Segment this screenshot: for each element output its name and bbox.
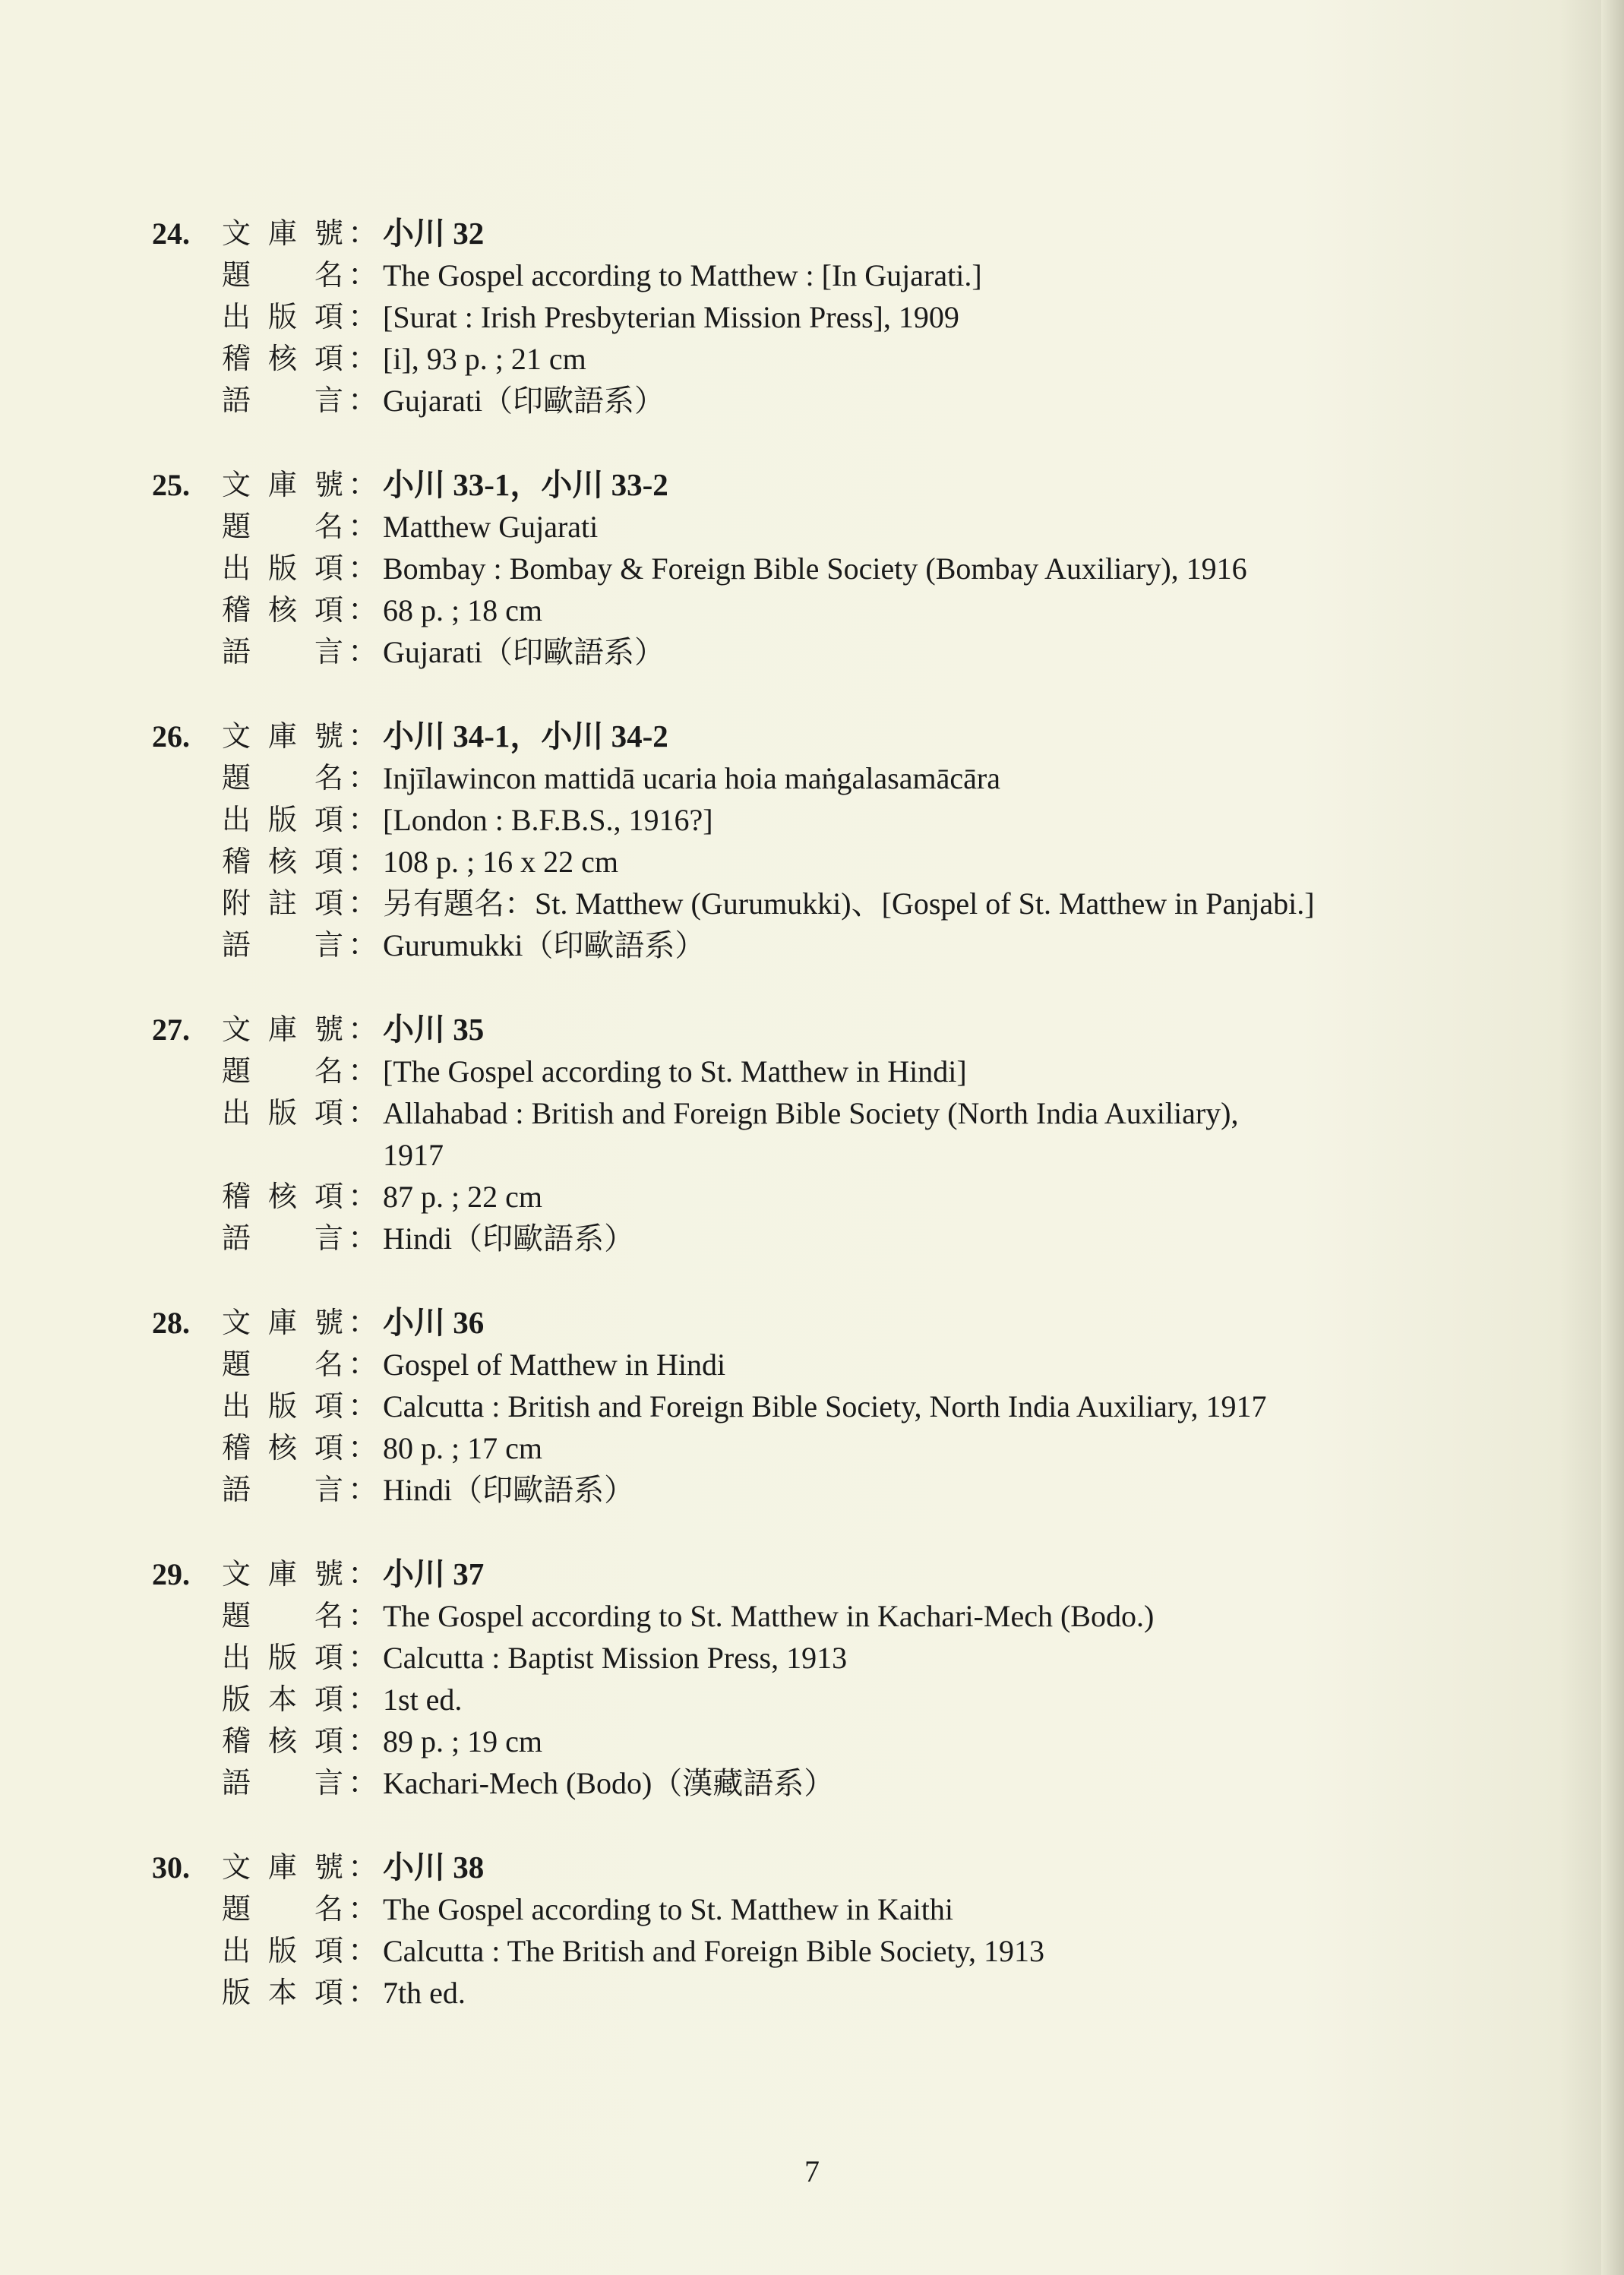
field-value: 68 p. ; 18 cm xyxy=(383,593,542,627)
entry-field-row xyxy=(152,1762,1489,1804)
field-colon: ： xyxy=(348,258,378,292)
field-value: The Gospel according to St. Matthew in Kachari-Mech (Bodo.) xyxy=(383,1599,1155,1633)
entry-field-row xyxy=(152,1847,1489,1888)
field-value: 80 p. ; 17 cm xyxy=(383,1431,542,1465)
catalog-entry xyxy=(152,1302,1489,1511)
field-colon: ： xyxy=(348,1305,378,1340)
field-value: 87 p. ; 22 cm xyxy=(383,1180,542,1214)
field-colon: ： xyxy=(348,383,378,418)
entry-field-row xyxy=(152,799,1489,841)
field-colon: ： xyxy=(348,1933,378,1968)
entry-field-row xyxy=(152,254,1489,296)
call-number: 小川 32 xyxy=(383,216,485,251)
field-value: Kachari-Mech (Bodo)（漢藏語系） xyxy=(383,1766,835,1800)
field-label: 出 版 項 xyxy=(222,1389,343,1423)
entry-field-row xyxy=(152,506,1489,548)
field-label: 出 版 項 xyxy=(222,1934,343,1967)
field-colon: ： xyxy=(348,1430,378,1465)
entry-field-row xyxy=(152,1553,1489,1595)
field-label: 語 言 xyxy=(222,384,343,417)
entry-field-row xyxy=(152,631,1489,673)
entry-number: 28. xyxy=(152,1306,190,1340)
field-value: Calcutta : Baptist Mission Press, 1913 xyxy=(383,1641,848,1675)
field-colon: ： xyxy=(348,1012,378,1047)
call-number: 小川 34-1，小川 34-2 xyxy=(383,719,668,754)
entry-field-row xyxy=(152,1176,1489,1218)
entry-field-row xyxy=(152,757,1489,799)
entry-field-row xyxy=(152,1720,1489,1762)
entry-field-row xyxy=(152,1469,1489,1511)
field-colon: ： xyxy=(348,509,378,544)
field-colon: ： xyxy=(348,551,378,586)
field-colon: ： xyxy=(348,1850,378,1885)
entry-field-row xyxy=(152,1051,1489,1092)
field-label: 文 庫 號 xyxy=(222,1557,343,1591)
field-colon: ： xyxy=(348,1054,378,1089)
field-value: 89 p. ; 19 cm xyxy=(383,1724,542,1758)
field-label: 版 本 項 xyxy=(222,1976,343,2009)
entry-field-row xyxy=(152,1427,1489,1469)
field-label: 語 言 xyxy=(222,1766,343,1799)
entry-number: 30. xyxy=(152,1850,190,1885)
field-value: 1st ed. xyxy=(383,1683,463,1717)
field-colon: ： xyxy=(348,719,378,754)
entry-field-row xyxy=(152,464,1489,506)
entry-number: 24. xyxy=(152,216,190,251)
field-colon: ： xyxy=(348,1891,378,1926)
field-colon: ： xyxy=(348,1556,378,1591)
field-colon: ： xyxy=(348,216,378,251)
field-value: [The Gospel according to St. Matthew in Hindi] xyxy=(383,1054,967,1089)
field-value: Matthew Gujarati xyxy=(383,510,599,544)
field-value: Calcutta : The British and Foreign Bible Society, 1913 xyxy=(383,1934,1044,1968)
entry-field-row xyxy=(152,1595,1489,1637)
catalog-entry xyxy=(152,1553,1489,1804)
field-label: 出 版 項 xyxy=(222,300,343,333)
field-colon: ： xyxy=(348,1095,378,1130)
call-number: 小川 35 xyxy=(383,1012,485,1047)
field-colon: ： xyxy=(348,1598,378,1633)
catalog-entry xyxy=(152,213,1489,422)
field-label: 出 版 項 xyxy=(222,1096,343,1130)
entry-field-row xyxy=(152,924,1489,966)
field-colon: ： xyxy=(348,341,378,376)
call-number: 小川 37 xyxy=(383,1556,485,1591)
field-value: Calcutta : British and Foreign Bible Society, North India Auxiliary, 1917 xyxy=(383,1389,1267,1423)
field-colon: ： xyxy=(348,927,378,962)
entry-field-row xyxy=(152,1302,1489,1344)
field-value: Hindi（印歐語系） xyxy=(383,1221,635,1256)
call-number: 小川 38 xyxy=(383,1850,485,1885)
field-value: 108 p. ; 16 x 22 cm xyxy=(383,845,618,879)
field-colon: ： xyxy=(348,1724,378,1758)
field-label: 題 名 xyxy=(222,1599,343,1632)
entry-number: 26. xyxy=(152,719,190,754)
entry-field-row xyxy=(152,296,1489,338)
field-value: 另有題名：St. Matthew (Gurumukki)、[Gospel of St. Matthew in Panjabi.] xyxy=(383,886,1315,921)
field-label: 題 名 xyxy=(222,761,343,795)
field-colon: ： xyxy=(348,1640,378,1675)
field-label: 出 版 項 xyxy=(222,1641,343,1674)
field-value: Bombay : Bombay & Foreign Bible Society (Bombay Auxiliary), 1916 xyxy=(383,551,1247,586)
field-label: 稽 核 項 xyxy=(222,1180,343,1213)
page-number: 7 xyxy=(804,2154,820,2188)
entry-field-row xyxy=(152,589,1489,631)
entry-number: 27. xyxy=(152,1013,190,1047)
field-colon: ： xyxy=(348,1682,378,1717)
field-value: The Gospel according to Matthew : [In Gujarati.] xyxy=(383,258,982,292)
field-label: 題 名 xyxy=(222,510,343,543)
field-label: 稽 核 項 xyxy=(222,1724,343,1758)
catalog-entry xyxy=(152,464,1489,673)
entry-number: 29. xyxy=(152,1557,190,1591)
field-value: [London : B.F.B.S., 1916?] xyxy=(383,803,713,837)
entry-field-row xyxy=(152,1009,1489,1051)
catalog-entries xyxy=(152,213,1489,2056)
call-number: 小川 33-1，小川 33-2 xyxy=(383,467,668,502)
field-colon: ： xyxy=(348,1765,378,1800)
field-value: [i], 93 p. ; 21 cm xyxy=(383,342,586,376)
field-label: 題 名 xyxy=(222,1348,343,1381)
field-value: 7th ed. xyxy=(383,1976,466,2010)
entry-field-row xyxy=(152,1679,1489,1720)
field-colon: ： xyxy=(348,467,378,502)
catalog-entry xyxy=(152,716,1489,966)
field-colon: ： xyxy=(348,760,378,795)
entry-field-row xyxy=(152,1092,1489,1176)
entry-field-row xyxy=(152,213,1489,254)
field-value: Injīlawincon mattidā ucaria hoia maṅgalasamācāra xyxy=(383,761,1000,795)
field-label: 附 註 項 xyxy=(222,886,343,920)
field-colon: ： xyxy=(348,802,378,837)
field-value: [Surat : Irish Presbyterian Mission Press], 1909 xyxy=(383,300,959,334)
field-colon: ： xyxy=(348,844,378,879)
entry-field-row xyxy=(152,1930,1489,1972)
field-colon: ： xyxy=(348,1389,378,1423)
page-binding-shadow xyxy=(1601,0,1624,2275)
field-label: 稽 核 項 xyxy=(222,593,343,627)
entry-field-row xyxy=(152,1386,1489,1427)
field-label: 文 庫 號 xyxy=(222,1850,343,1884)
field-value: Hindi（印歐語系） xyxy=(383,1473,635,1507)
field-label: 出 版 項 xyxy=(222,803,343,836)
field-colon: ： xyxy=(348,886,378,921)
field-label: 文 庫 號 xyxy=(222,1013,343,1046)
field-value: Gurumukki（印歐語系） xyxy=(383,928,706,962)
field-value: Gujarati（印歐語系） xyxy=(383,635,665,669)
field-colon: ： xyxy=(348,1221,378,1256)
catalog-entry xyxy=(152,1009,1489,1259)
field-colon: ： xyxy=(348,1975,378,2010)
field-label: 稽 核 項 xyxy=(222,342,343,375)
field-label: 文 庫 號 xyxy=(222,468,343,501)
field-label: 題 名 xyxy=(222,258,343,292)
entry-field-row xyxy=(152,1218,1489,1259)
field-colon: ： xyxy=(348,592,378,627)
field-value: Gujarati（印歐語系） xyxy=(383,384,665,418)
catalog-entry xyxy=(152,1847,1489,2014)
entry-field-row xyxy=(152,841,1489,883)
field-label: 語 言 xyxy=(222,1473,343,1506)
field-label: 題 名 xyxy=(222,1054,343,1088)
entry-field-row xyxy=(152,338,1489,380)
entry-field-row xyxy=(152,1637,1489,1679)
field-label: 題 名 xyxy=(222,1892,343,1926)
field-colon: ： xyxy=(348,299,378,334)
entry-field-row xyxy=(152,716,1489,757)
entry-field-row xyxy=(152,1344,1489,1386)
field-label: 語 言 xyxy=(222,928,343,962)
field-colon: ： xyxy=(348,1472,378,1507)
call-number: 小川 36 xyxy=(383,1305,485,1340)
field-label: 語 言 xyxy=(222,635,343,668)
field-label: 稽 核 項 xyxy=(222,845,343,878)
field-label: 稽 核 項 xyxy=(222,1431,343,1465)
field-label: 文 庫 號 xyxy=(222,1306,343,1339)
field-label: 出 版 項 xyxy=(222,551,343,585)
field-colon: ： xyxy=(348,1179,378,1214)
entry-field-row xyxy=(152,883,1489,924)
field-label: 語 言 xyxy=(222,1221,343,1255)
field-label: 文 庫 號 xyxy=(222,216,343,250)
entry-field-row xyxy=(152,380,1489,422)
entry-field-row xyxy=(152,1888,1489,1930)
field-label: 文 庫 號 xyxy=(222,719,343,753)
field-colon: ： xyxy=(348,1347,378,1382)
field-value: The Gospel according to St. Matthew in Kaithi xyxy=(383,1892,953,1926)
field-colon: ： xyxy=(348,634,378,669)
field-label: 版 本 項 xyxy=(222,1683,343,1716)
entry-field-row xyxy=(152,1972,1489,2014)
entry-field-row xyxy=(152,548,1489,589)
entry-number: 25. xyxy=(152,468,190,502)
field-value: Allahabad : British and Foreign Bible Society (North India Auxiliary), 1917 xyxy=(383,1096,1239,1172)
field-value: Gospel of Matthew in Hindi xyxy=(383,1348,726,1382)
